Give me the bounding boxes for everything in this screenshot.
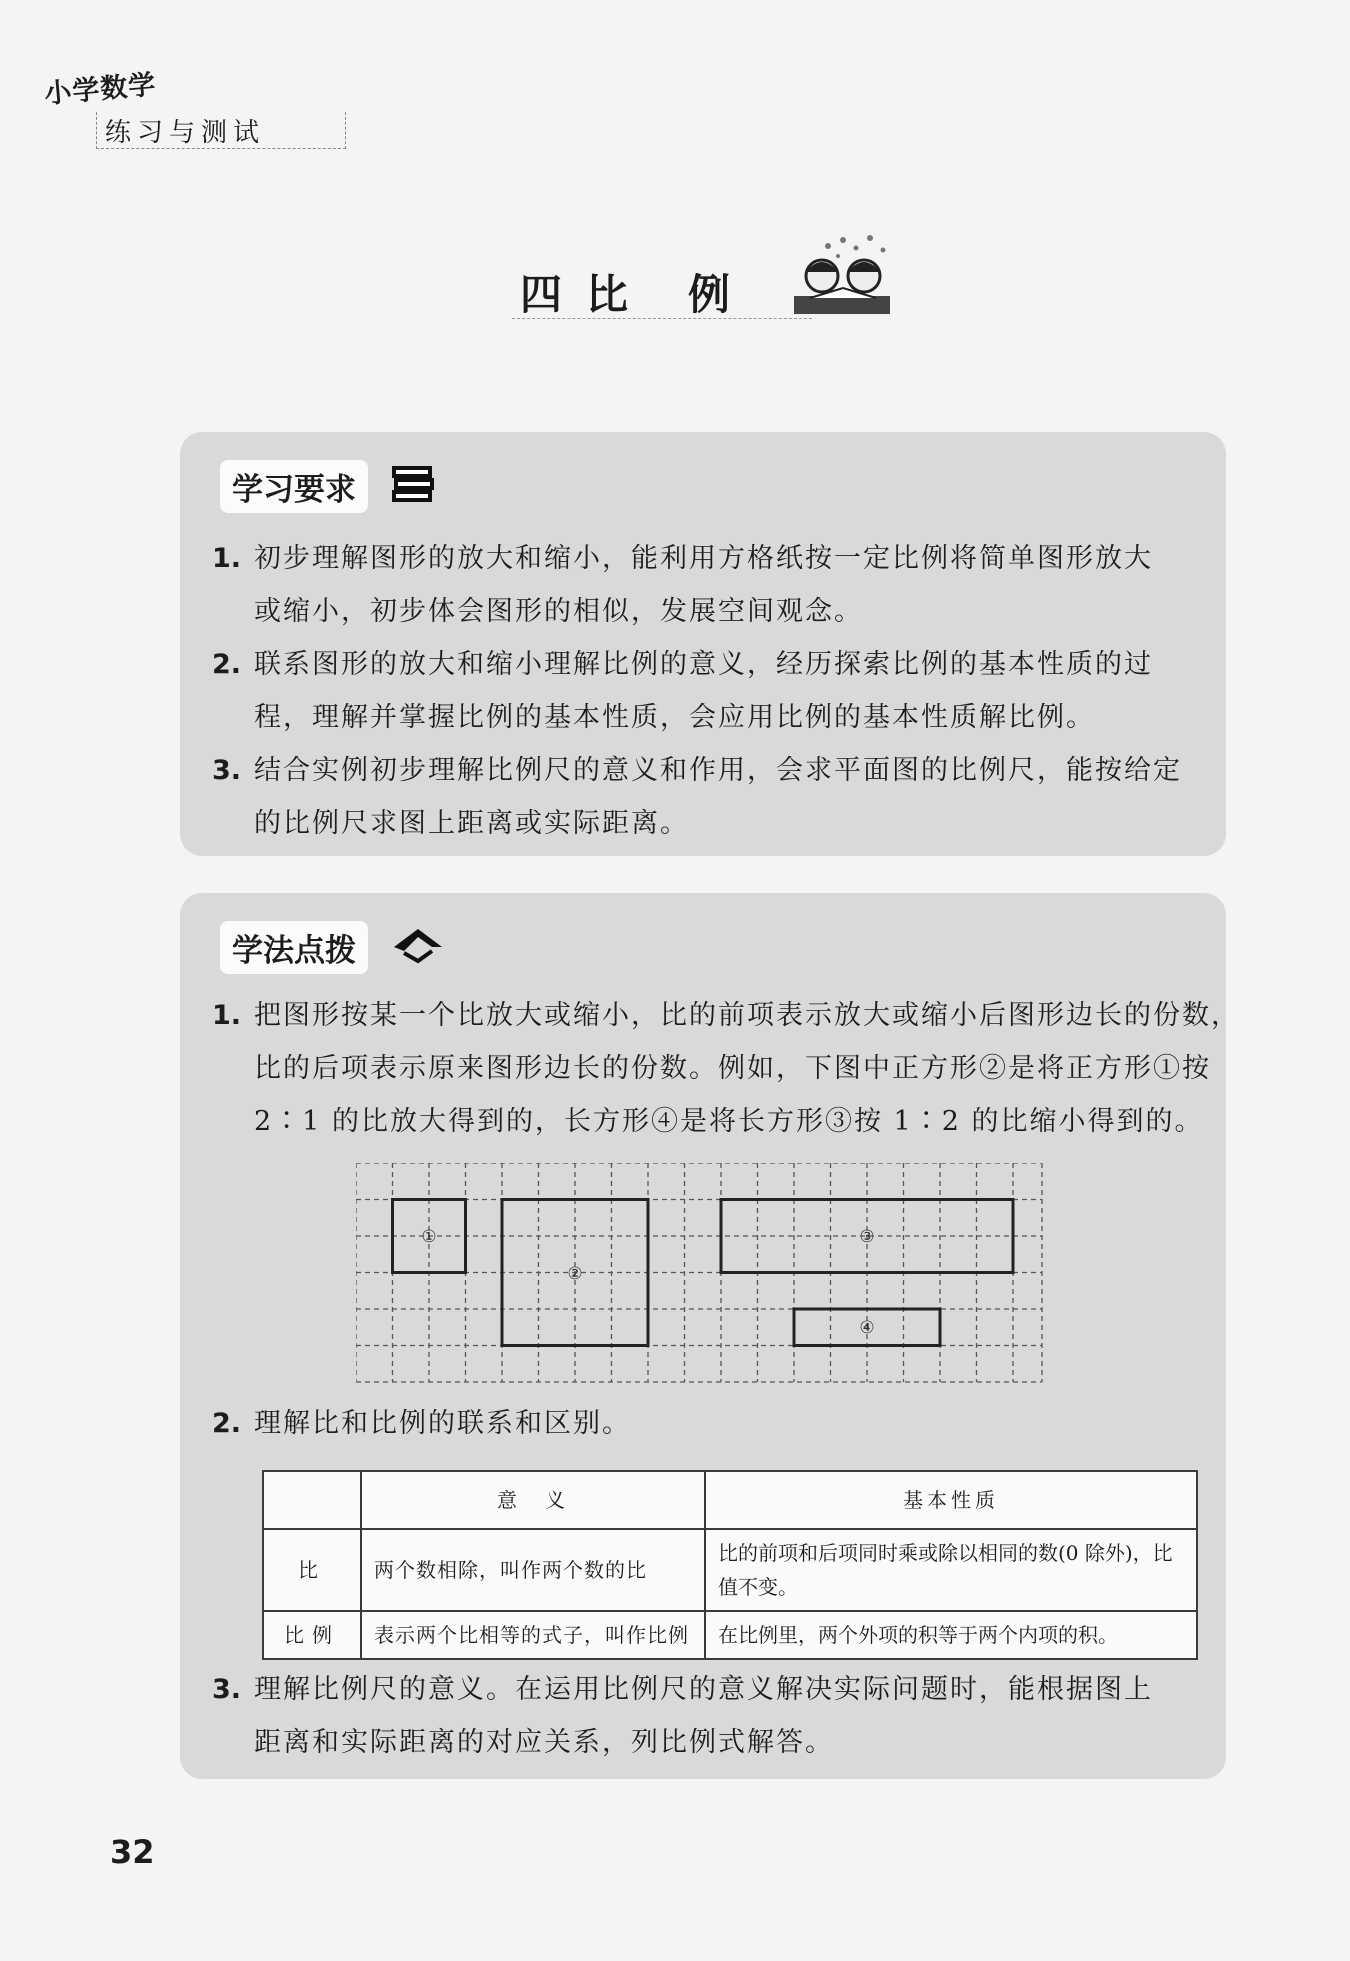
requirement-line: 初步理解图形的放大和缩小，能利用方格纸按一定比例将简单图形放大 [254,543,1153,574]
table-header [263,1471,361,1529]
requirement-line: 联系图形的放大和缩小理解比例的意义，经历探索比例的基本性质的过 [254,649,1153,680]
requirement-item-2 [212,638,1202,744]
grid-figure [356,1163,1056,1385]
chapter-title-char-1: 比 [586,270,633,319]
method-item-1 [212,989,1240,1148]
table-cell: 两个数相除，叫作两个数的比 [361,1529,705,1611]
method-line: 理解比和比例的联系和区别。 [254,1408,631,1439]
table-row-name: 比 [263,1529,361,1611]
chapter-title [520,262,734,322]
item-number: 3. [212,1674,242,1705]
series-title: 小学数学 [43,69,158,111]
page-number: 32 [110,1833,155,1871]
table-row-name: 比例 [263,1611,361,1659]
item-number: 2. [212,1408,242,1439]
learning-methods-label: 学法点拨 [220,921,368,974]
table-row [263,1611,1197,1659]
table-row [263,1529,1197,1611]
table-header-row [263,1471,1197,1529]
item-number: 3. [212,755,242,786]
method-line: 2∶1 的比放大得到的，长方形④是将长方形③按 1∶2 的比缩小得到的。 [254,1106,1204,1137]
item-number: 2. [212,649,242,680]
table-cell: 表示两个比相等的式子，叫作比例 [361,1611,705,1659]
learning-methods-panel [180,893,1240,1779]
label-3: ③ [859,1227,875,1247]
label-4: ④ [859,1318,875,1338]
method-line: 比的后项表示原来图形边长的份数。例如，下图中正方形②是将正方形①按 [254,1053,1211,1084]
label-2: ② [567,1264,583,1284]
method-line: 把图形按某一个比放大或缩小，比的前项表示放大或缩小后图形边长的份数， [254,1000,1240,1031]
table-cell: 在比例里，两个外项的积等于两个内项的积。 [705,1611,1197,1659]
requirement-item-1 [212,532,1202,638]
learning-requirements-panel [180,432,1226,856]
item-number: 1. [212,1000,242,1031]
method-line: 理解比例尺的意义。在运用比例尺的意义解决实际问题时，能根据图上 [254,1674,1153,1705]
chapter-title-char-2: 例 [688,270,735,319]
requirement-line: 程，理解并掌握比例的基本性质，会应用比例的基本性质解比例。 [254,702,1095,733]
chapter-number: 四 [520,270,567,319]
series-subtitle: 练习与测试 [105,118,266,148]
book-brand [43,69,266,148]
learning-requirements-label: 学习要求 [220,460,368,513]
item-number: 1. [212,543,242,574]
method-item-2 [212,1397,1202,1450]
table-cell: 比的前项和后项同时乘或除以相同的数(0 除外)，比值不变。 [705,1529,1197,1611]
method-item-3 [212,1663,1202,1769]
label-1: ① [421,1227,437,1247]
requirement-line: 或缩小，初步体会图形的相似，发展空间观念。 [254,596,863,627]
pencil-icon [392,925,444,965]
table-header: 基本性质 [705,1471,1197,1529]
method-line: 距离和实际距离的对应关系，列比例式解答。 [254,1727,834,1758]
series-subtitle-box [96,112,346,149]
requirement-line: 的比例尺求图上距离或实际距离。 [254,808,689,839]
requirement-item-3 [212,744,1202,850]
table-header: 意 义 [361,1471,705,1529]
reading-kids-icon [788,232,898,322]
ratio-proportion-table [262,1470,1198,1660]
book-stack-icon [390,462,436,502]
chapter-underline [512,318,812,319]
requirement-line: 结合实例初步理解比例尺的意义和作用，会求平面图的比例尺，能按给定 [254,755,1182,786]
